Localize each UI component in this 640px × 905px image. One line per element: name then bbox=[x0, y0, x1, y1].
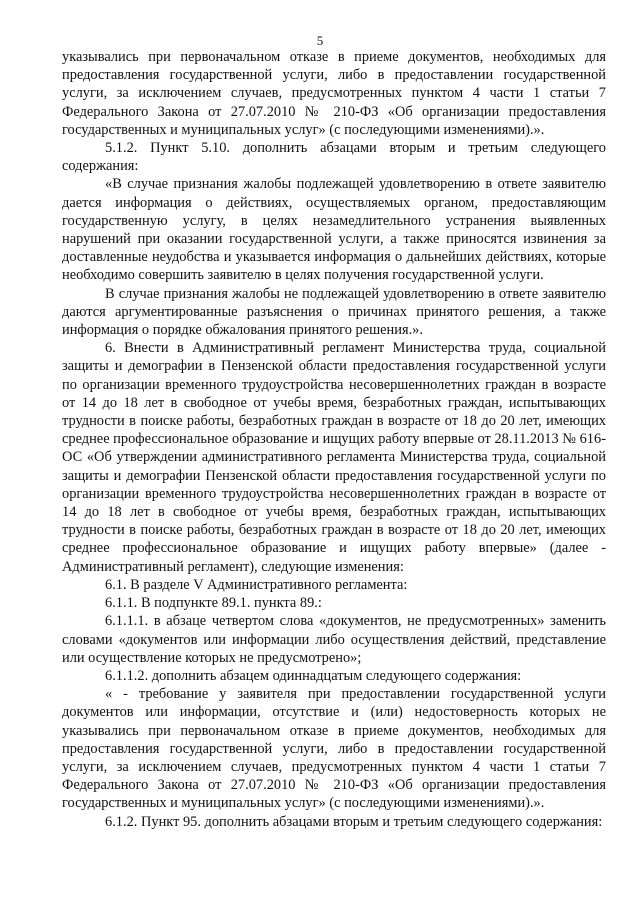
paragraph-6-1-1-1: 6.1.1.1. в абзаце четвертом слова «документов, не предусмотренных» заменить словами «документов или информации либо осуществления действий, представление или осуществление которых не предусмотрено»; bbox=[62, 613, 606, 666]
paragraph-6-1-2: 6.1.2. Пункт 95. дополнить абзацами вторым и третьим следующего содержания: bbox=[105, 813, 603, 830]
document-body bbox=[62, 48, 606, 831]
paragraph-6-1-1: 6.1.1. В подпункте 89.1. пункта 89.: bbox=[105, 595, 322, 612]
paragraph-6: 6. Внести в Административный регламент Министерства труда, социальной защиты и демографии в Пензенской области предоставления государственной услуги по организации временного трудоустройства несовершеннолетних граждан в возрасте от 14 до 18 лет в свободное от учебы время, безработных граждан, испытывающих трудности в поиске работы, безработных граждан в возрасте от 18 до 20 лет, имеющих среднее профессиональное образование и ищущих работу впервые от 28.11.2013 № 616-ОС «Об утверждении административного регламента Министерства труда, социальной защиты и демографии Пензенской области предоставления государственной услуги по организации временного трудоустройства несовершеннолетних граждан в возрасте от 14 до 18 лет в свободное от учебы время, безработных граждан, испытывающих трудности в поиске работы, безработных граждан в возрасте от 18 до 20 лет, имеющих среднее профессиональное образование и ищущих работу впервые» (далее - Административный регламент), следующие изменения: bbox=[62, 340, 606, 575]
paragraph-requirement-quote: « - требование у заявителя при предоставлении государственной услуги документов или информации, отсутствие и (или) недостоверность которых не указывались при первоначальном отказе в приеме документов, необходимых для предоставления государственной услуги, либо в предоставлении государственной услуги, за исключением случаев, предусмотренных пунктом 4 части 1 статьи 7 Федерального Закона от 27.07.2010 № 210-ФЗ «Об организации предоставления государственных и муниципальных услуг» (с последующими изменениями).». bbox=[62, 686, 606, 812]
paragraph-5-1-2: 5.1.2. Пункт 5.10. дополнить абзацами вторым и третьим следующего содержания: bbox=[62, 140, 606, 175]
paragraph-continuation: указывались при первоначальном отказе в приеме документов, необходимых для предоставления государственной услуги, либо в предоставлении государственной услуги, за исключением случаев, предусмотренных пунктом 4 части 1 статьи 7 Федерального Закона от 27.07.2010 № 210-ФЗ «Об организации предоставления государственных и муниципальных услуг» (с последующими изменениями).». bbox=[62, 49, 606, 138]
paragraph-6-1: 6.1. В разделе V Административного регламента: bbox=[105, 576, 408, 593]
paragraph-complaint-satisfied: «В случае признания жалобы подлежащей удовлетворению в ответе заявителю дается информация о действиях, осуществляемых органом, предоставляющим государственную услугу, в целях незамедлительного устранения выявленных нарушений при оказании государственной услуги, а также приносятся извинения за доставленные неудобства и указывается информация о дальнейших действиях, которые необходимо совершить заявителю в целях получения государственной услуги. bbox=[62, 176, 606, 284]
paragraph-complaint-rejected: В случае признания жалобы не подлежащей удовлетворению в ответе заявителю даются аргументированные разъяснения о причинах принятого решения, а также информация о порядке обжалования принятого решения.». bbox=[62, 285, 606, 339]
page-number: 5 bbox=[316, 33, 324, 48]
paragraph-6-1-1-2: 6.1.1.2. дополнить абзацем одиннадцатым следующего содержания: bbox=[105, 667, 522, 684]
